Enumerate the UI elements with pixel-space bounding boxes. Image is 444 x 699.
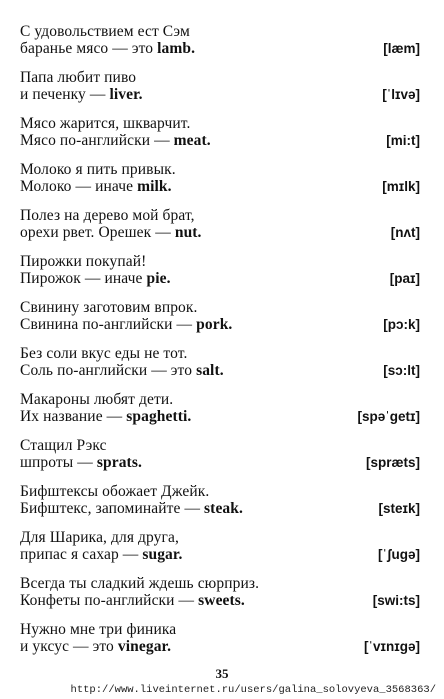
- rhyme-line-1: Нужно мне три финика: [20, 621, 177, 638]
- rhyme-text: Пирожок — иначе: [20, 270, 143, 287]
- transcription: [sɔ:lt]: [383, 363, 420, 378]
- rhyme-text: Бифштекс, запоминайте —: [20, 500, 201, 517]
- transcription: [spəˈgetɪ]: [357, 409, 420, 424]
- transcription: [swi:ts]: [372, 593, 420, 608]
- english-word: pie.: [146, 270, 171, 287]
- english-word: nut.: [174, 224, 202, 241]
- rhyme-line-2: [20, 178, 172, 195]
- rhyme-line-2: [20, 316, 232, 333]
- transcription: [mi:t]: [386, 133, 420, 148]
- rhyme-line-2: [20, 362, 224, 379]
- entry-vinegar: [20, 621, 430, 661]
- rhyme-text: и печенку —: [20, 86, 106, 103]
- rhyme-line-2: [20, 86, 143, 103]
- entry-sugar: [20, 529, 430, 569]
- entry-lamb: [20, 23, 430, 63]
- english-word: milk.: [137, 178, 172, 195]
- page-number: 35: [215, 666, 229, 681]
- rhyme-text: Конфеты по-английски —: [20, 592, 195, 609]
- english-word: sugar.: [142, 546, 183, 563]
- source-url-watermark: http://www.liveinternet.ru/users/galina_solovyeva_3568363/: [70, 684, 436, 696]
- rhyme-line-1: Всегда ты сладкий ждешь сюрприз.: [20, 575, 260, 592]
- rhyme-text: шпроты —: [20, 454, 93, 471]
- rhyme-text: баранье мясо — это: [20, 40, 154, 57]
- rhyme-line-2: [20, 592, 245, 609]
- rhyme-line-1: Молоко я пить привык.: [20, 161, 176, 178]
- rhyme-line-2: [20, 408, 191, 425]
- rhyme-line-1: Для Шарика, для друга,: [20, 529, 179, 546]
- rhyme-line-1: Мясо жарится, шкварчит.: [20, 115, 191, 132]
- transcription: [spræts]: [365, 455, 420, 470]
- rhyme-line-1: Папа любит пиво: [20, 69, 137, 86]
- entry-meat: [20, 115, 430, 155]
- rhyme-line-2: [20, 224, 202, 241]
- rhyme-line-2: [20, 40, 195, 57]
- entry-steak: [20, 483, 430, 523]
- transcription: [ˈlɪvə]: [382, 87, 420, 102]
- english-word: vinegar.: [117, 638, 172, 655]
- entry-sprats: [20, 437, 430, 477]
- rhyme-line-2: [20, 500, 243, 517]
- transcription: [pɔ:k]: [383, 317, 420, 332]
- entry-sweets: [20, 575, 430, 615]
- rhyme-line-1: Пирожки покупай!: [20, 253, 147, 270]
- rhyme-text: Свинина по-английски —: [20, 316, 193, 333]
- rhyme-line-1: Свинину заготовим впрок.: [20, 299, 198, 316]
- rhyme-line-2: [20, 454, 142, 471]
- rhyme-line-1: Макароны любят дети.: [20, 391, 174, 408]
- english-word: liver.: [109, 86, 143, 103]
- rhyme-line-2: [20, 132, 211, 149]
- english-word: pork.: [196, 316, 233, 333]
- transcription: [læm]: [383, 41, 420, 56]
- rhyme-line-2: [20, 270, 171, 287]
- entry-liver: [20, 69, 430, 109]
- rhyme-text: Их название —: [20, 408, 123, 425]
- transcription: [ˈvɪnɪgə]: [364, 639, 420, 654]
- transcription: [ˈʃugə]: [378, 547, 420, 562]
- entry-salt: [20, 345, 430, 385]
- rhyme-text: и уксус — это: [20, 638, 114, 655]
- rhyme-text: орехи рвет. Орешек —: [20, 224, 171, 241]
- transcription: [nʌt]: [390, 225, 420, 240]
- transcription: [steɪk]: [378, 501, 420, 516]
- rhyme-line-2: [20, 638, 171, 655]
- rhyme-text: Соль по-английски — это: [20, 362, 193, 379]
- english-word: sweets.: [198, 592, 245, 609]
- entry-milk: [20, 161, 430, 201]
- entry-spaghetti: [20, 391, 430, 431]
- english-word: steak.: [204, 500, 243, 517]
- transcription: [paɪ]: [389, 271, 420, 286]
- rhyme-text: припас я сахар —: [20, 546, 139, 563]
- english-word: meat.: [173, 132, 211, 149]
- entry-nut: [20, 207, 430, 247]
- rhyme-line-1: Стащил Рэкс: [20, 437, 107, 454]
- rhyme-line-1: С удовольствием ест Сэм: [20, 23, 190, 40]
- rhyme-line-1: Без соли вкус еды не тот.: [20, 345, 188, 362]
- rhyme-line-1: Полез на дерево мой брат,: [20, 207, 195, 224]
- english-word: salt.: [196, 362, 224, 379]
- english-word: spaghetti.: [126, 408, 192, 425]
- rhyme-text: Мясо по-английски —: [20, 132, 170, 149]
- english-word: sprats.: [96, 454, 142, 471]
- entry-pie: [20, 253, 430, 293]
- english-word: lamb.: [157, 40, 196, 57]
- rhyme-line-2: [20, 546, 182, 563]
- entry-pork: [20, 299, 430, 339]
- rhyme-line-1: Бифштексы обожает Джейк.: [20, 483, 210, 500]
- transcription: [mɪlk]: [382, 179, 420, 194]
- rhyme-text: Молоко — иначе: [20, 178, 134, 195]
